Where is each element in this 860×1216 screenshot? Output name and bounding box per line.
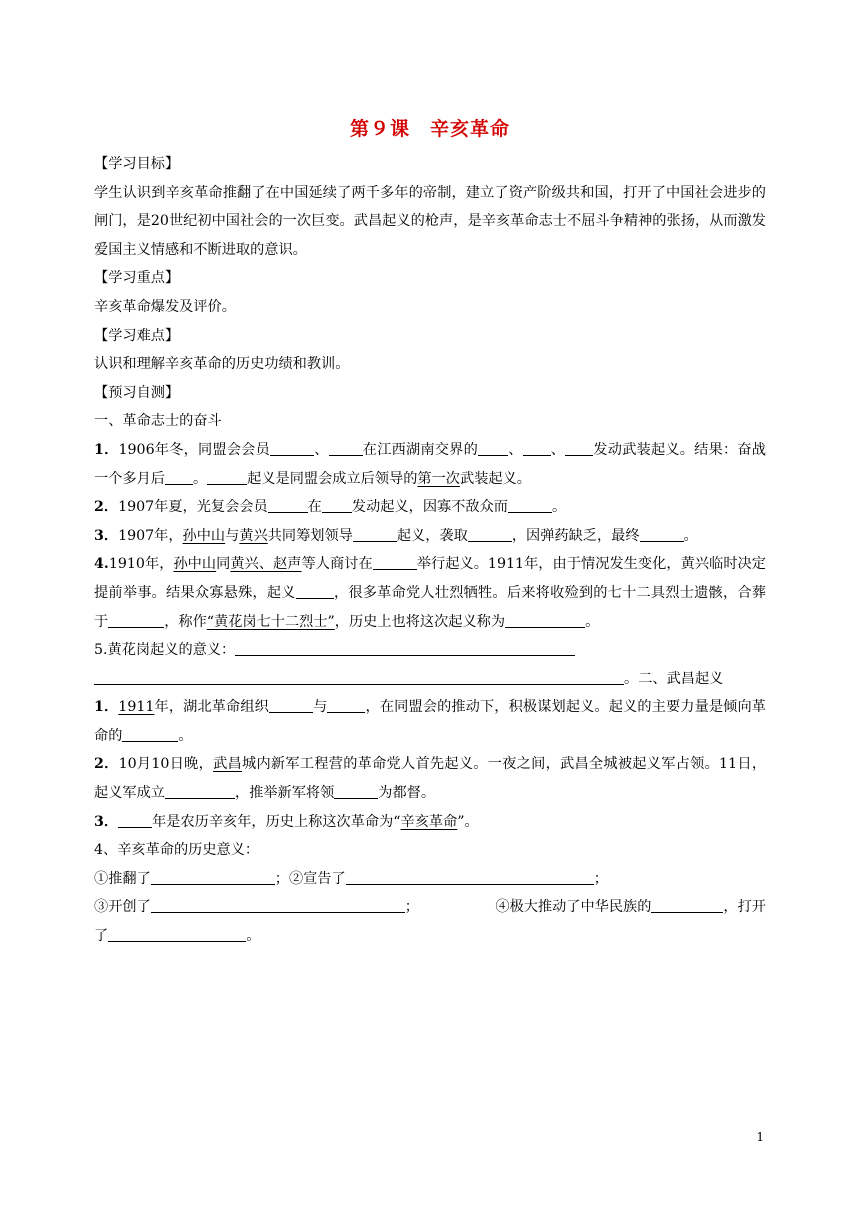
part1-question-3: 3．1907年，孙中山与黄兴共同筹划领导 起义，袭取 ，因弹药缺乏，最终 。: [94, 522, 766, 551]
part1-question-4: 4.1910年，孙中山同黄兴、赵声等人商讨在 举行起义。1911年，由于情况发生变化，黄兴临时决定提前举事。结果众寡悬殊，起义 ，很多革命党人壮烈牺牲。后来将收殓到的七十二具烈士遗骸，合葬于 ，称作“黄花岗七十二烈士”，历史上也将这次起义称为 。: [94, 550, 766, 636]
key-text: 辛亥革命爆发及评价。: [94, 298, 236, 315]
answer-blank[interactable]: [151, 867, 275, 885]
answer-blank[interactable]: [565, 438, 593, 456]
page-title: [0, 114, 860, 141]
lesson-name: 辛亥革命: [430, 118, 511, 140]
part1-question-5-cont: 。二、武昌起义: [94, 665, 766, 694]
answer-blank[interactable]: [523, 438, 551, 456]
answer-blank[interactable]: [468, 524, 512, 542]
answer-blank[interactable]: [108, 924, 246, 942]
answer-blank[interactable]: [651, 895, 723, 913]
part2-question-2: 2．10月10日晚，武昌城内新军工程营的革命党人首先起义。一夜之间，武昌全城被起义军占领。11日，起义军成立 ，推举新军将领 为都督。: [94, 756, 767, 802]
preview-heading: 【预习自测】: [94, 384, 180, 401]
part1-question-2: 2．1907年夏，光复会会员 在 发动起义，因寡不敌众而 。: [94, 493, 766, 522]
answer-blank[interactable]: [151, 895, 405, 913]
answer-blank[interactable]: [268, 495, 308, 513]
answer-blank[interactable]: [505, 610, 585, 628]
answer-blank[interactable]: [353, 524, 397, 542]
answer-blank[interactable]: [94, 667, 624, 685]
answer-blank[interactable]: [478, 438, 508, 456]
answer-blank[interactable]: [640, 524, 684, 542]
part1-question-5: 5.黄花岗起义的意义：: [94, 636, 766, 665]
significance-line-1: ①推翻了 ；②宣告了 ；: [94, 865, 766, 894]
part2-question-1: 1．1911年，湖北革命组织 与 ，在同盟会的推动下，积极谋划起义。起义的主要力量是倾向革命的 。: [94, 693, 766, 750]
answer-blank[interactable]: [207, 467, 247, 485]
difficulty-heading: 【学习难点】: [94, 327, 180, 344]
answer-blank[interactable]: [373, 552, 417, 570]
answer-blank[interactable]: [235, 638, 575, 656]
worksheet-body: [94, 150, 766, 951]
part2-question-3: 3． 年是农历辛亥年，历史上称这次革命为“辛亥革命”。: [94, 808, 766, 837]
significance-line-3: 了 。: [94, 922, 766, 951]
answer-blank[interactable]: [508, 495, 552, 513]
part2-heading: 二、武昌起义: [638, 670, 724, 687]
difficulty-text: 认识和理解辛亥革命的历史功绩和教训。: [94, 356, 350, 373]
answer-blank[interactable]: [334, 781, 378, 799]
significance-line-2: ③开创了 ； ④极大推动了中华民族的 ，打开: [94, 893, 766, 922]
lesson-number: 第９课: [349, 118, 410, 140]
answer-blank[interactable]: [165, 467, 193, 485]
answer-blank[interactable]: [122, 724, 178, 742]
answer-blank[interactable]: [108, 610, 164, 628]
answer-blank[interactable]: [296, 581, 334, 599]
goals-heading: 【学习目标】: [94, 156, 180, 172]
goals-text: 学生认识到辛亥革命推翻了在中国延续了两千多年的帝制，建立了资产阶级共和国，打开了中国社会进步的闸门，是20世纪初中国社会的一次巨变。武昌起义的枪声，是辛亥革命志士不屈斗争精神的张扬，从而激发爱国主义情感和不断进取的意识。: [94, 184, 766, 258]
part1-heading: 一、革命志士的奋斗: [94, 413, 222, 430]
key-heading: 【学习重点】: [94, 270, 180, 287]
answer-blank[interactable]: [346, 867, 594, 885]
page-number: 1: [756, 1130, 764, 1144]
answer-blank[interactable]: [322, 495, 352, 513]
answer-blank[interactable]: [270, 438, 314, 456]
significance-heading: 4、辛亥革命的历史意义：: [94, 842, 260, 859]
part1-question-1: 1．1906年冬，同盟会会员 、 在江西湖南交界的 、 、 发动武装起义。结果：奋战一个多月后 。 起义是同盟会成立后领导的第一次武装起义。: [94, 436, 766, 493]
answer-blank[interactable]: [165, 781, 235, 799]
answer-blank[interactable]: [329, 438, 363, 456]
answer-blank[interactable]: [327, 695, 365, 713]
answer-blank[interactable]: [269, 695, 313, 713]
answer-blank[interactable]: [118, 810, 152, 828]
